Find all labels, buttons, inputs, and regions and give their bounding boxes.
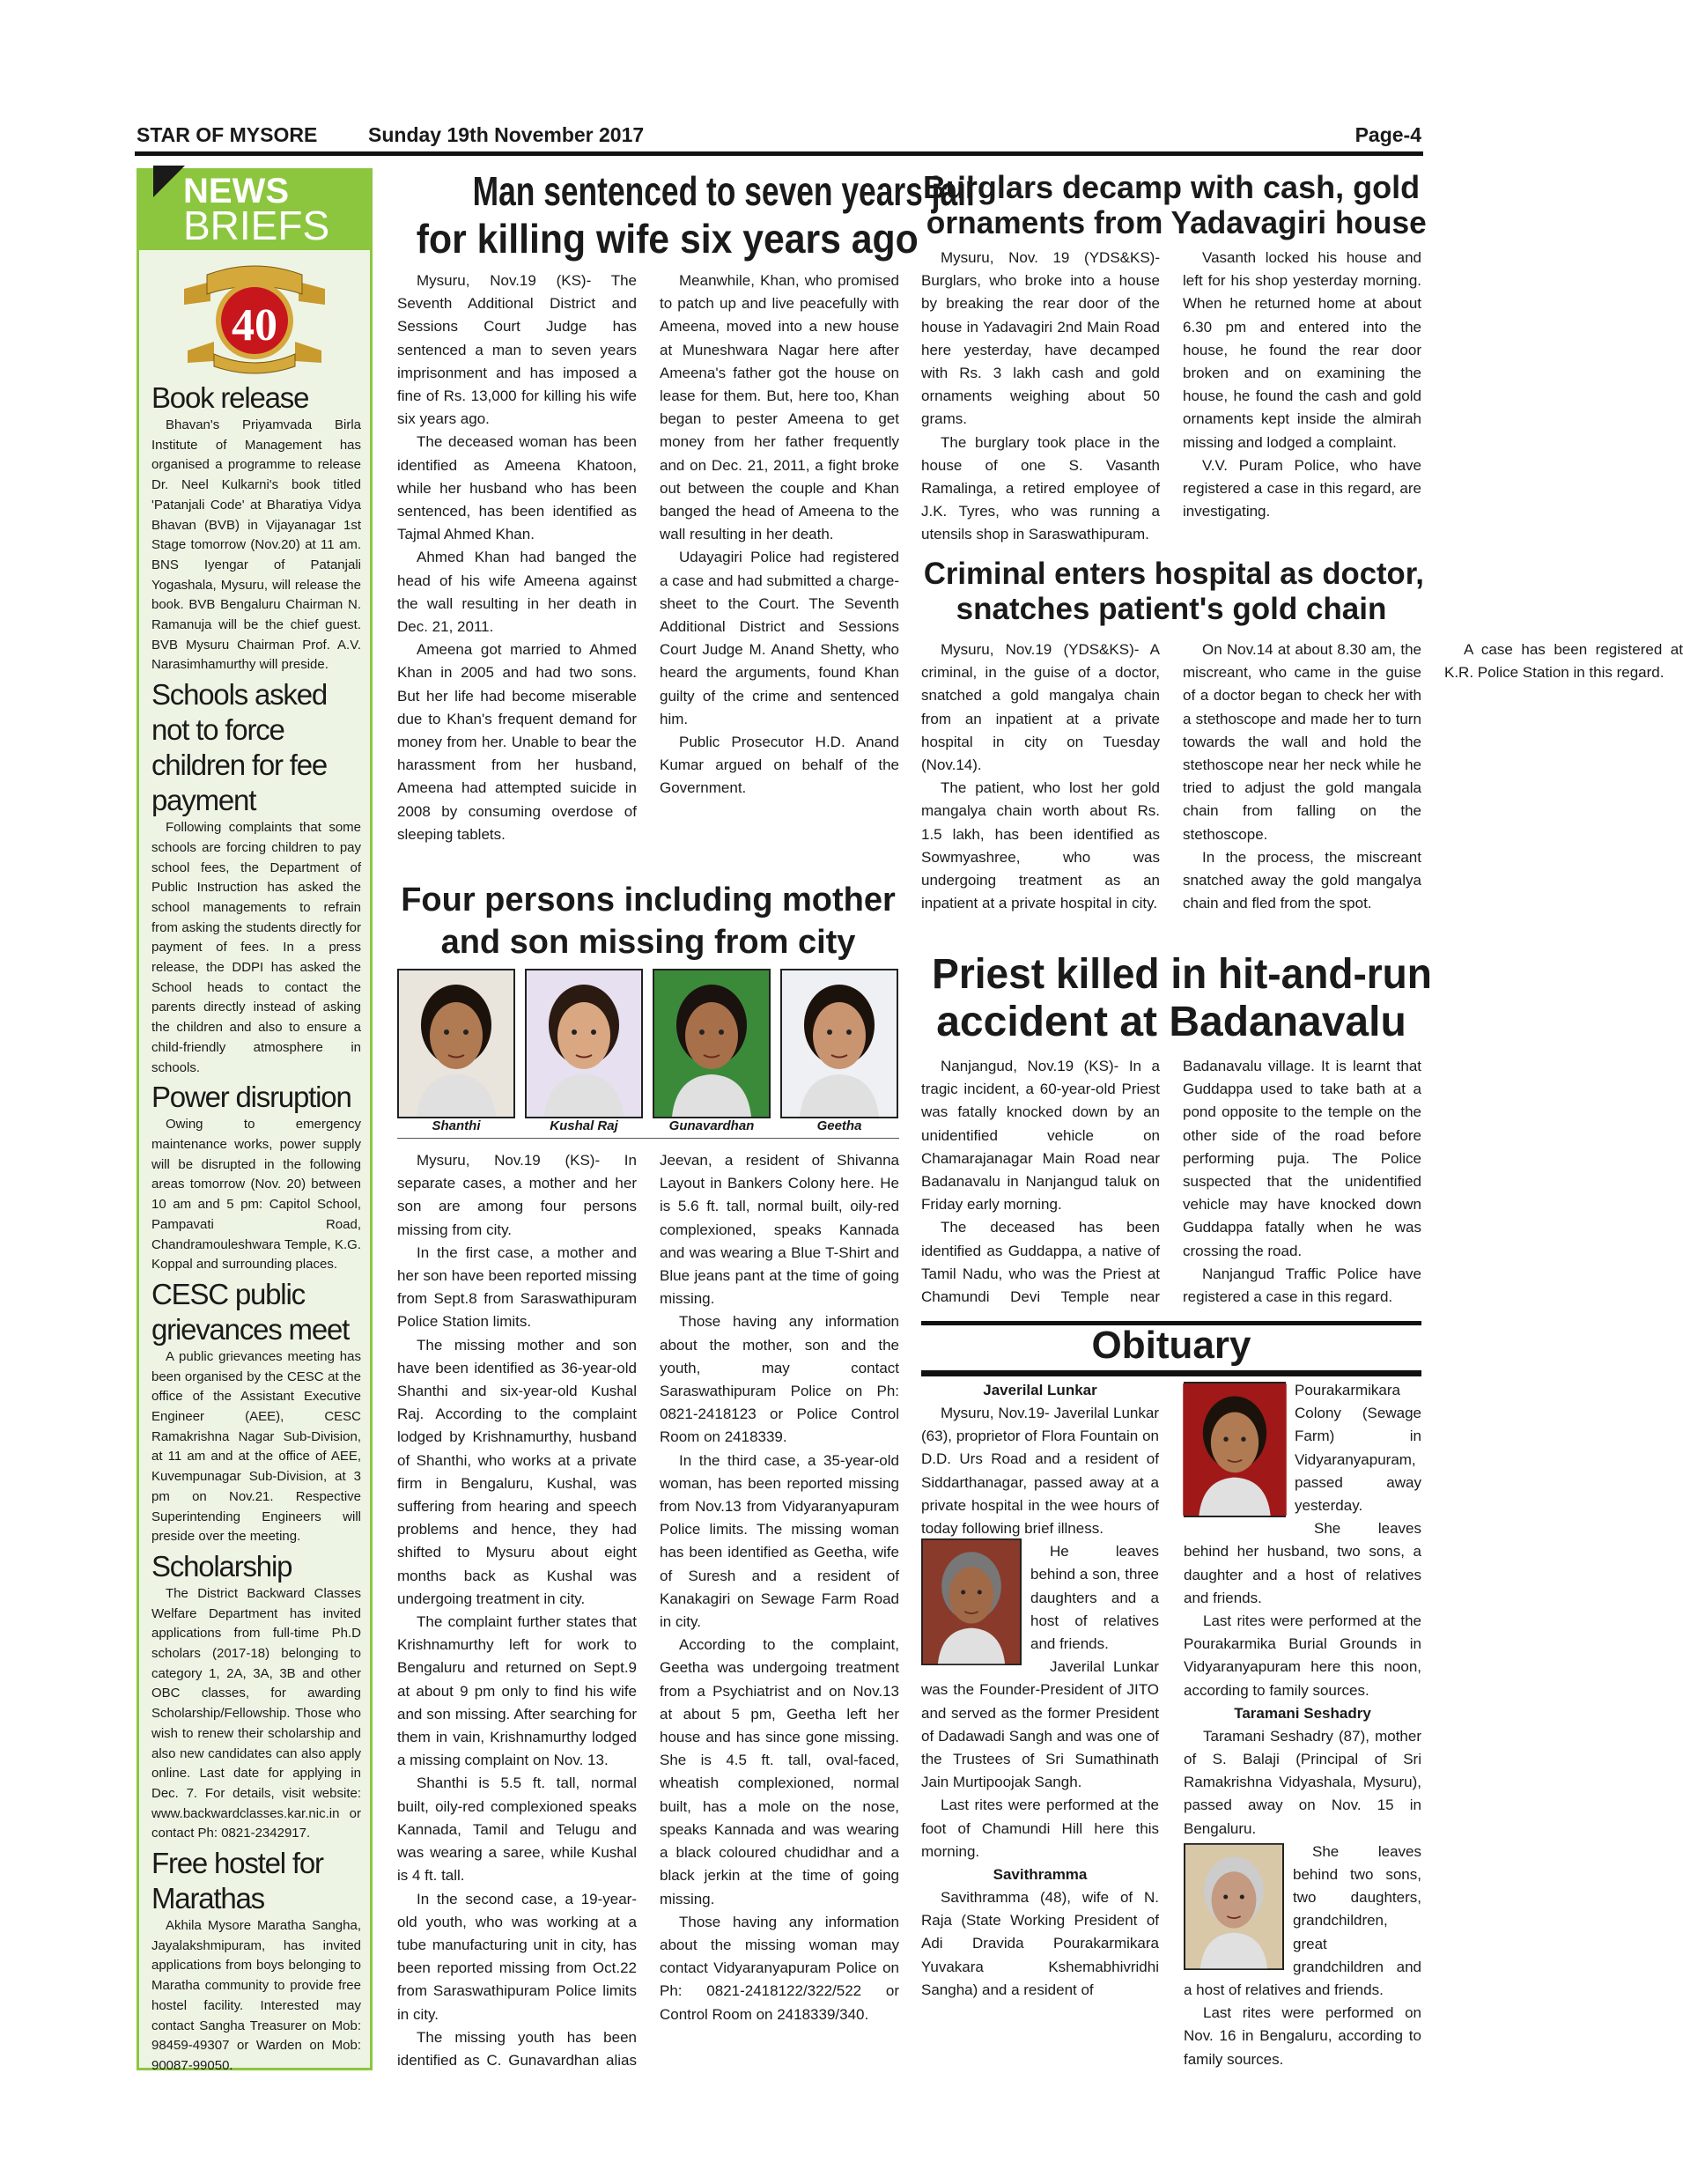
headline-line: for killing wife six years ago [416, 216, 919, 262]
headline-line: Criminal enters hospital as doctor, [923, 557, 1424, 591]
obituary-text [1184, 1725, 1421, 2071]
paragraph: Pourakarmikara Colony (Sewage Farm) in Vidyaranyapuram, passed away yesterday. [1295, 1382, 1421, 1515]
headline-line: and son missing from city [440, 924, 856, 961]
obituary-left-column [921, 1379, 1159, 2002]
obituary-text [921, 1402, 1159, 1863]
paragraph: Last rites were performed on Nov. 16 in Bengaluru, according to family sources. [1184, 2004, 1421, 2068]
photo-caption: Gunavardhan [668, 1118, 755, 1133]
burglars-headline [921, 169, 1427, 240]
headline-line: Priest killed in hit-and-run [932, 951, 1432, 998]
paragraph: Meanwhile, Khan, who promised to patch up and live peacefully with Ameena, moved into a new house at Muneshwara Nagar here after Ameena's father got the house on lease for them. But, here too, Khan began to pester Ameena to get money from her father frequently and on Dec. 21, 2011, a fight broke out between the couple and Khan banged the head of Ameena to the wall resulting in her death. [660, 272, 899, 543]
brief-body [151, 1584, 361, 1844]
missing-person-photo [780, 969, 898, 1118]
paragraph: The complaint further states that Krishnamurthy left for work to Bengaluru and returned on Sept.9 at about 9 pm only to find his wife and son missing. After searching for them in vain, Krishnamurthy lodged a missing complaint on Nov. 13. [397, 1613, 637, 1769]
paragraph: The deceased has been identified as Guddappa, a native of Tamil Nadu, who was the Priest at Chamundi Devi Temple near Badanavalu village. It is learnt that Guddappa used to take bath at a pond opposite to the temple on the other side of the road before performing puja. The Police suspected that the unidentified vehicle may have knocked down Guddappa fatally when he was crossing the road. [921, 1058, 1421, 1306]
briefs-label: BRIEFS [183, 203, 330, 248]
brief-body [151, 1916, 361, 2077]
header-rule [135, 151, 1423, 156]
paragraph: Those having any information about the mother, son and the youth, may contact Saraswathipuram Police on Ph: 0821-2418123 or Police Control Room on 2418339. [660, 1313, 899, 1446]
paragraph: Vasanth locked his house and left for his shop yesterday morning. When he returned home at about 6.30 pm and entered into the house, he found the rear door broken and on examining the house, he found the cash and gold ornaments kept inside the almirah missing and lodged a complaint. [1183, 249, 1421, 451]
paragraph: Mysuru, Nov.19- Javerilal Lunkar (63), proprietor of Flora Fountain on D.D. Urs Road and a resident of Siddarthanagar, passed away at a private hospital in the wee hours of today following brief illness. [921, 1405, 1159, 1538]
missing-headline [397, 879, 899, 963]
paragraph: The District Backward Classes Welfare Department has invited applications from full-time Ph.D scholars (2017-18) belonging to category 1, 2A, 3A, 3B and other OBC classes, for awarding Scholarship/Fellowship. Those who wish to renew their scholarship and also new candidates can also apply online. Last date for applying in Dec. 7. For details, visit website: www.backwardclasses.kar.nic.in or contact Ph: 0821-2342917. [151, 1585, 361, 1841]
jail-article-body [397, 269, 899, 872]
paragraph: Last rites were performed at the Pourakarmika Burial Grounds in Vidyaranyapuram here this noon, according to family sources. [1184, 1612, 1421, 1699]
issue-date: Sunday 19th November 2017 [368, 123, 645, 146]
paragraph: Following complaints that some schools are forcing children to pay school fees, the Department of Public Instruction has asked the school managements to refrain from asking the students directly for payment of fees. In a press release, the DDPI has asked the School heads to contact the parents directly instead of asking the children and also to ensure a child-friendly atmosphere in schools. [151, 820, 361, 1075]
paragraph: Owing to emergency maintenance works, power supply will be disrupted in the following areas tomorrow (Nov. 20) between 10 am and 5 pm: Capitol School, Pampavati Road, Chandramouleshwara Temple, K.G. Koppal and surrounding places. [151, 1117, 361, 1273]
obituary-photo [921, 1538, 1022, 1665]
paragraph: In the first case, a mother and her son have been reported missing from Sept.8 from Saraswathipuram Police Station limits. [397, 1243, 637, 1331]
paragraph: Mysuru, Nov. 19 (YDS&KS)- Burglars, who broke into a house by breaking the rear door of the house in Yadavagiri 2nd Main Road here yesterday, have decamped with Rs. 3 lakh cash and gold ornaments weighing about 50 grams. [921, 249, 1160, 428]
paragraph: On Nov.14 at about 8.30 am, the miscreant, who came in the guise of a doctor began to check her with a stethoscope and made her to turn towards the wall and hold the stethoscope near her neck while he tried to adjust the gold mangala chain from falling on the stethoscope. [1183, 641, 1421, 843]
obituary-title: Obituary [1091, 1324, 1251, 1367]
headline-line: Burglars decamp with cash, gold [922, 169, 1421, 205]
brief-body [151, 818, 361, 1078]
paragraph: The missing mother and son have been identified as 36-year-old Shanthi and six-year-old Kushal Raj. According to the complaint lodged by Krishnamurthy, husband of Shanthi, who works at a private firm in Bengaluru, Kushal, was suffering from hearing and speech problems and hence, they had shifted to Mysuru about eight months back as Kushal was undergoing treatment in city. [397, 1336, 637, 1607]
headline-line: accident at Badanavalu [936, 999, 1406, 1045]
paragraph: According to the complaint, Geetha was undergoing treatment from a Psychiatrist and on Nov.13 at about 5 pm, Geetha left her house and has since gone missing. She is 4.5 ft. tall, oval-faced, wheatish complexioned, normal built, has a mole on the nose, speaks Kannada and was wearing a black coloured chudidhar and a black jerkin at the time of going missing. [660, 1636, 899, 1907]
missing-person-photo [653, 969, 771, 1118]
paragraph: Nanjangud Traffic Police have registered a case in this regard. [1183, 1265, 1421, 1306]
paragraph: Akhila Mysore Maratha Sangha, Jayalakshmipuram, has invited applications from boys belonging to Maratha community to provide free hostel facility. Interested may contact Sangha Treasurer on Mob: 98459-49307 or Warden on Mob: 90087-99050. [151, 1918, 361, 2073]
paragraph: She leaves behind two sons, two daughters, grandchildren, great grandchildren and a host of relatives and friends. [1184, 1842, 1421, 1999]
priest-article-body [921, 1055, 1421, 1310]
brief-title: Power disruption [151, 1081, 351, 1114]
paragraph: The missing youth has been identified as C. Gunavardhan alias Jeevan, a resident of Shivanna Layout in Bankers Colony here. He is 5.6 ft. tall, normal built, oily-red complexioned, speaks Kannada and was wearing a Blue T-Shirt and Blue jeans pant at the time of going missing. [397, 1152, 899, 2069]
paragraph: Bhavan's Priyamvada Birla Institute of Management has organised a programme to release Dr. Neel Kulkarni's book titled 'Patanjali Code' at Bharatiya Vidya Bhavan (BVB) in Vijayanagar 1st Stage tomorrow (Nov.20) at 11 am. BNS Iyengar of Patanjali Yogashala, Mysuru, will release the book. BVB Bengaluru Chairman N. Ramanuja will be the chief guest. BVB Mysuru Chairman Prof. A.V. Narasimhamurthy will preside. [151, 417, 361, 673]
page-number: Page-4 [1355, 123, 1421, 146]
headline-line: Man sentenced to seven years jail [472, 168, 975, 214]
paragraph: In the second case, a 19-year-old youth, who was working at a tube manufacturing unit in city, has been reported missing from Oct.22 from Saraswathipuram Police limits in city. [397, 1890, 637, 2023]
missing-person-photo [525, 969, 643, 1118]
paragraph: The deceased woman has been identified as Ameena Khatoon, while her husband who has been sentenced, has been identified as Tajmal Ahmed Khan. [397, 433, 637, 543]
news-briefs-banner [139, 171, 370, 250]
brief-title: Book release [151, 381, 309, 414]
paragraph: Those having any information about the missing woman may contact Vidyaranyapuram Police on Ph: 0821-2418122/322/522 or Control Room on 2418339/340. [660, 1913, 899, 2023]
jail-headline [397, 167, 975, 262]
paragraph: Mysuru, Nov.19 (KS)- In separate cases, a mother and her son are among four persons missing from city. [397, 1152, 637, 1238]
paragraph: The patient, who lost her gold mangalya chain worth about Rs. 1.5 lakh, has been identified as Sowmyashree, who was undergoing treatment as an inpatient at a private hospital in city. [921, 779, 1160, 912]
paragraph: The burglary took place in the house of one S. Vasanth Ramalinga, a retired employee of J.K. Tyres, who was running a utensils shop in Saraswathipuram. [921, 433, 1160, 543]
anniversary-logo [175, 255, 334, 379]
burglars-article-body [921, 247, 1421, 550]
paragraph: In the third case, a 35-year-old woman, has been reported missing from Nov.13 from Vidyaranyapuram Police limits. The missing woman has been identified as Geetha, wife of Suresh and a resident of Kanakagiri on Sewage Farm Road in city. [660, 1451, 899, 1631]
masthead: STAR OF MYSORE [137, 123, 318, 146]
photo-caption: Geetha [816, 1118, 862, 1133]
brief-body [151, 1115, 361, 1275]
headline-line: ornaments from Yadavagiri house [926, 204, 1427, 240]
criminal-headline [921, 557, 1424, 627]
paragraph: Shanthi is 5.5 ft. tall, normal built, oily-red complexioned speaks Kannada, Tamil and Telugu and was wearing a saree, while Kushal is 4 ft. tall. [397, 1774, 637, 1885]
paragraph: A public grievances meeting has been organised by the CESC at the office of the Assistant Executive Engineer (AEE), CESC Ramakrishna Nagar Sub-Division, at 11 am and at the office of AEE, Kuvempunagar Sub-Division, at 3 pm on Nov.21. Respective Superintending Engineers will preside over the meeting. [151, 1348, 361, 1545]
paragraph: Last rites were performed at the foot of Chamundi Hill here this morning. [921, 1797, 1159, 1860]
missing-article-body [397, 1149, 899, 2077]
paragraph: Udayagiri Police had registered a case and had submitted a charge-sheet to the Court. The Seventh Additional District and Sessions Court Judge M. Anand Shetty, who heard the arguments, found Khan guilty of the crime and sentenced him. [660, 549, 899, 727]
paragraph: He leaves behind a son, three daughters and a host of relatives and friends. [1030, 1543, 1159, 1653]
news-label: NEWS [183, 172, 289, 210]
paragraph: Javerilal Lunkar was the Founder-President of JITO and served as the former President of Dadawadi Sangh and was one of the Trustees of Sri Sumathinath Jain Murtipoojak Sangh. [921, 1658, 1159, 1791]
svg-text:40: 40 [232, 300, 277, 350]
criminal-article-body [921, 638, 1683, 941]
priest-headline [921, 951, 1432, 1046]
obituary-name: Taramani Seshadry [1234, 1704, 1371, 1722]
paragraph: V.V. Puram Police, who have registered a case in this regard, are investigating. [1183, 456, 1421, 520]
paragraph: Ameena got married to Ahmed Khan in 2005 and had two sons. But her life had become miserable due to Khan's frequent demand for money from her. Unable to bear the harassment from her husband, Ameena had attempted suicide in 2008 by consuming overdose of sleeping tablets. [397, 641, 637, 843]
obituary-bottom-rule [921, 1370, 1421, 1376]
corner-triangle-icon [153, 166, 185, 197]
paragraph: Savithramma (48), wife of N. Raja (State Working President of Adi Dravida Pourakarmikara Yuvakara Kshemabhivridhi Sangha) and a resident of [921, 1889, 1159, 1998]
photo-caption: Kushal Raj [550, 1118, 618, 1133]
paragraph: Taramani Seshadry (87), mother of S. Balaji (Principal of Sri Ramakrishna Vidyashala, Mysuru), passed away on Nov. 15 in Bengaluru. [1184, 1727, 1421, 1837]
paragraph: Public Prosecutor H.D. Anand Kumar argued on behalf of the Government. [660, 734, 899, 797]
brief-title: CESC public grievances meet [151, 1277, 350, 1346]
brief-title: Scholarship [151, 1549, 292, 1583]
briefs-list [139, 380, 370, 2077]
paragraph: Mysuru, Nov.19 (KS)- The Seventh Additional District and Sessions Court Judge has sentenced a man to seven years imprisonment and has imposed a fine of Rs. 13,000 for killing his wife six years ago. [397, 272, 637, 428]
news-briefs-sidebar [137, 168, 373, 2073]
brief-title: Schools asked not to force children for fee payment [151, 678, 328, 817]
obituary-text [1184, 1379, 1421, 1702]
headline-line: snatches patient's gold chain [956, 592, 1387, 626]
brief-body [151, 1347, 361, 1547]
photo-caption: Shanthi [432, 1118, 481, 1133]
obituary-photo [1184, 1382, 1286, 1517]
obituary-text [921, 1886, 1159, 2002]
paragraph: Mysuru, Nov.19 (YDS&KS)- A criminal, in the guise of a doctor, snatched a gold mangalya chain from an inpatient at a private hospital in city on Tuesday (Nov.14). [921, 641, 1160, 774]
paragraph: In the process, the miscreant snatched away the gold mangalya chain and fled from the spot. [1183, 848, 1421, 912]
obituary-photo [1184, 1843, 1284, 1970]
obituary-right-column [1184, 1379, 1421, 2071]
paragraph: Ahmed Khan had banged the head of his wife Ameena against the wall resulting in her death in Dec. 21, 2011. [397, 549, 637, 636]
paragraph: She leaves behind her husband, two sons, a daughter and a host of relatives and friends. [1184, 1520, 1421, 1606]
brief-title: Free hostel for Marathas [151, 1847, 323, 1915]
obituary-name: Savithramma [993, 1866, 1088, 1884]
caption-rule [397, 1138, 899, 1139]
missing-person-photo [397, 969, 515, 1118]
headline-line: Four persons including mother [401, 882, 896, 919]
obituary-name: Javerilal Lunkar [983, 1382, 1097, 1398]
paragraph: A case has been registered at K.R. Police Station in this regard. [1444, 641, 1683, 682]
paragraph: Nanjangud, Nov.19 (KS)- In a tragic incident, a 60-year-old Priest was fatally knocked down by an unidentified vehicle on Chamarajanagar Main Road near Badanavalu in Nanjangud taluk on Friday early morning. [921, 1058, 1160, 1214]
brief-body [151, 416, 361, 675]
